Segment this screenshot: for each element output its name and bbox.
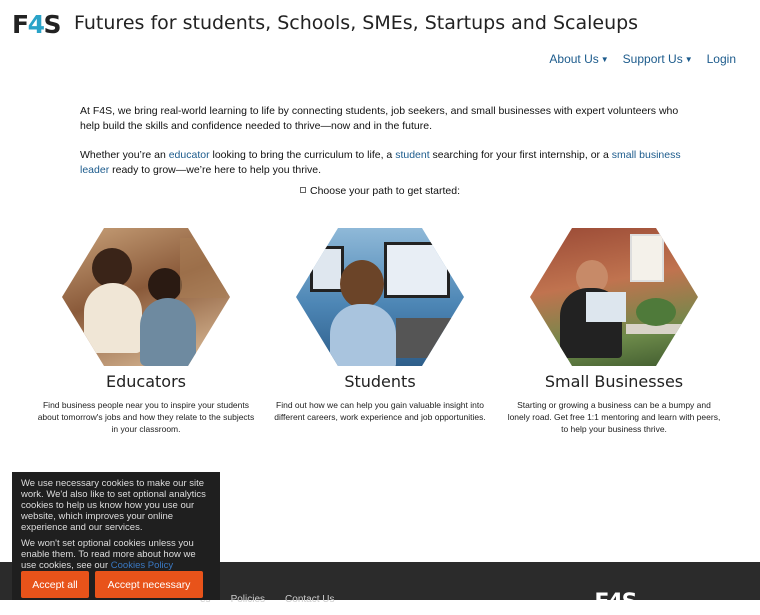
link-educator[interactable]: educator (168, 149, 210, 161)
cookie-banner (12, 472, 220, 600)
f4s-logo[interactable] (12, 10, 60, 38)
footer-links (200, 594, 335, 605)
caret-down-icon: ▼ (684, 55, 693, 64)
choose-path-prompt: Choose your path to get started: (0, 185, 760, 197)
card-small-businesses[interactable] (499, 228, 729, 435)
educators-image (62, 228, 230, 366)
card-title: Small Businesses (544, 372, 684, 391)
nav-support-us[interactable]: Support Us ▼ (622, 52, 693, 66)
card-description: Find out how we can help you gain valuable insight into different careers, work experience and job opportunities. (274, 400, 486, 422)
cookie-text-2: We won't set optional cookies unless you enable them. To read more about how we use cookies, see our Cookies Policy (21, 538, 196, 571)
nav-about-us[interactable]: About Us ▼ (549, 52, 609, 66)
link-small-business[interactable]: small business leader (80, 149, 681, 176)
footer-link-contact[interactable]: Contact Us (285, 594, 335, 605)
card-title: Students (344, 372, 416, 391)
accept-necessary-button[interactable]: Accept necessary (95, 571, 203, 598)
students-image (296, 228, 464, 366)
main-nav (549, 52, 736, 66)
logo-text: F4S (12, 9, 60, 39)
cookies-policy-link[interactable]: Cookies Policy (110, 560, 174, 571)
site-header (0, 0, 760, 48)
site-title: Futures for students, Schools, SMEs, Startups and Scaleups (74, 12, 639, 34)
intro-paragraph-2: Whether you’re an educator looking to bring the curriculum to life, a student searching for your first internship, or a small business leader ready to grow—we’re here to help you thrive. (80, 149, 681, 176)
caret-down-icon: ▼ (600, 55, 609, 64)
cookie-text-1: We use necessary cookies to make our site work. We'd also like to set optional analytics cookies to help us know how you use our website, which improves your online experience and our services. (21, 478, 206, 533)
nav-login[interactable]: Login (706, 52, 736, 66)
accept-all-button[interactable]: Accept all (21, 571, 89, 598)
card-students[interactable] (265, 228, 495, 423)
placeholder-box-icon (300, 187, 306, 193)
cookie-buttons (21, 571, 203, 598)
card-title: Educators (106, 372, 186, 391)
intro-paragraph-1: At F4S, we bring real-world learning to life by connecting students, job seekers, and small businesses with expert volunteers who help build the skills and confidence needed to thrive—now and in the future. (80, 105, 679, 132)
small-businesses-image (530, 228, 698, 366)
footer-link-policies[interactable]: Policies (230, 594, 266, 605)
footer-logo[interactable]: F4S (594, 590, 636, 615)
card-description: Starting or growing a business can be a bumpy and lonely road. Get free 1:1 mentoring and learn with peers, to help your business thrive. (507, 400, 721, 434)
card-educators[interactable] (31, 228, 261, 435)
card-description: Find business people near you to inspire your students about tomorrow's jobs and how they relate to the subjects in your classroom. (37, 400, 255, 434)
intro-text (80, 104, 690, 192)
link-student[interactable]: student (395, 149, 430, 161)
